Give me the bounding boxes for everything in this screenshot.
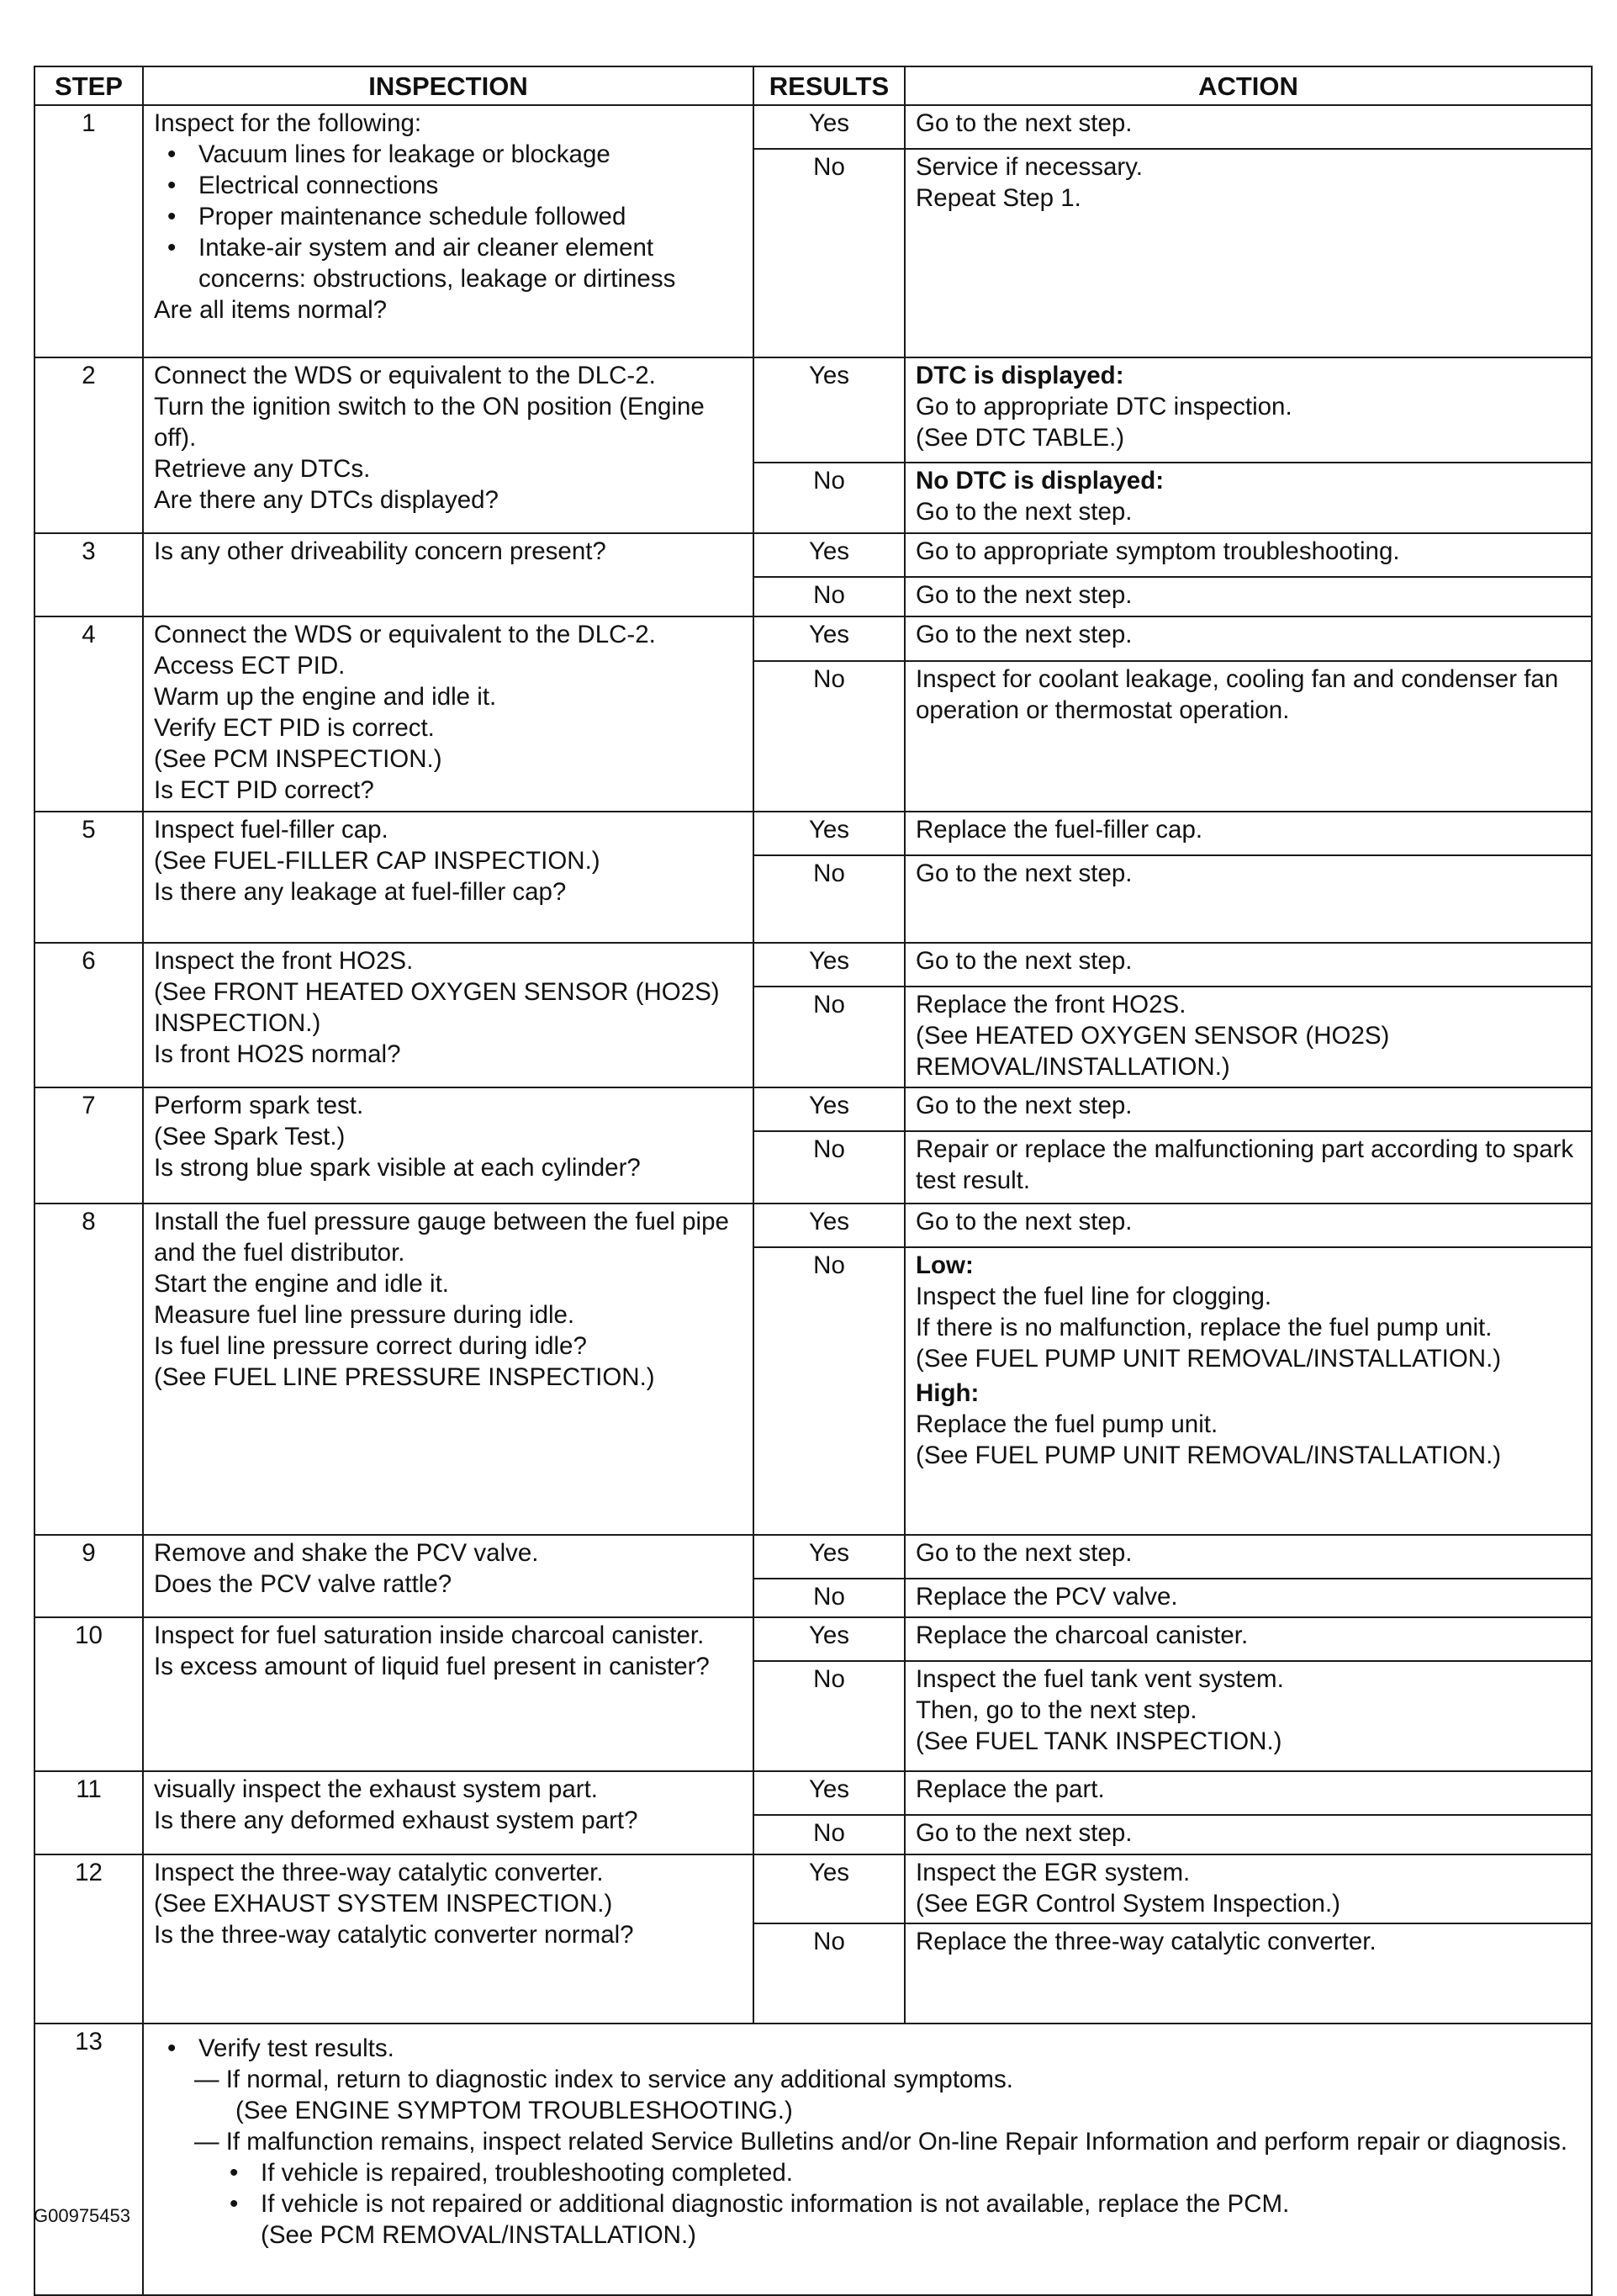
result-no: No	[753, 1815, 905, 1854]
action-cell	[905, 987, 1592, 1087]
inspection-line: Is there any deformed exhaust system part?	[154, 1807, 638, 1834]
inspection-line: Perform spark test.	[154, 1092, 364, 1119]
inspection-line: Retrieve any DTCs.	[154, 455, 371, 483]
inspection-cell	[143, 357, 753, 533]
action-cell	[905, 533, 1592, 577]
action-line: Go to appropriate symptom troubleshooting.	[916, 537, 1400, 565]
action-cell	[905, 1923, 1592, 2024]
result-yes: Yes	[753, 1535, 905, 1579]
table-row	[34, 1617, 1592, 1661]
inspection-cell	[143, 1087, 753, 1204]
action-cell	[905, 616, 1592, 661]
inspection-bullet-item: • Vacuum lines for leakage or blockage	[154, 139, 746, 170]
action-line: (See FUEL PUMP UNIT REMOVAL/INSTALLATION.)	[916, 1442, 1502, 1469]
inspection-line: Connect the WDS or equivalent to the DLC-2.	[154, 621, 656, 648]
result-yes: Yes	[753, 1087, 905, 1131]
table-row	[34, 357, 1592, 463]
inspection-line: Inspect the front HO2S.	[154, 947, 414, 975]
table-row	[34, 1204, 1592, 1247]
step-number: 6	[34, 943, 143, 1087]
action-line: Replace the three-way catalytic converter.	[916, 1928, 1377, 1955]
inspection-cell	[143, 943, 753, 1087]
inspection-line: Verify ECT PID is correct.	[154, 714, 435, 742]
action-line: Replace the PCV valve.	[916, 1583, 1178, 1611]
action-cell	[905, 1579, 1592, 1617]
action-line: Go to the next step.	[916, 860, 1133, 887]
result-no: No	[753, 661, 905, 812]
action-cell	[905, 577, 1592, 616]
action-cell	[905, 943, 1592, 987]
instruction-line: — If malfunction remains, inspect related Service Bulletins and/or On-line Repair Information and perform repair or diagnosis.	[194, 2128, 1568, 2156]
step-number: 13	[34, 2024, 143, 2295]
final-step-instructions	[143, 2024, 1592, 2295]
action-line: Go to appropriate DTC inspection.	[916, 393, 1292, 421]
inspection-line: Is excess amount of liquid fuel present in canister?	[154, 1653, 710, 1680]
table-row	[34, 1771, 1592, 1815]
result-no: No	[753, 149, 905, 357]
step-number: 3	[34, 533, 143, 616]
table-row	[34, 616, 1592, 661]
action-line: (See FUEL TANK INSPECTION.)	[916, 1727, 1282, 1755]
step-number: 9	[34, 1535, 143, 1617]
step-number: 4	[34, 616, 143, 812]
action-cell	[905, 357, 1592, 463]
table-row	[34, 1854, 1592, 1923]
final-step-row	[34, 2024, 1592, 2295]
inspection-cell	[143, 533, 753, 616]
step-number: 12	[34, 1854, 143, 2024]
inspection-line: Does the PCV valve rattle?	[154, 1570, 452, 1598]
inspection-line: Is the three-way catalytic converter normal?	[154, 1921, 634, 1949]
inspection-line: Connect the WDS or equivalent to the DLC-2.	[154, 362, 656, 389]
action-line: Go to the next step.	[916, 1819, 1133, 1847]
step-number: 8	[34, 1204, 143, 1535]
inspection-line: Measure fuel line pressure during idle.	[154, 1301, 575, 1329]
result-no: No	[753, 1923, 905, 2024]
result-yes: Yes	[753, 105, 905, 149]
result-no: No	[753, 463, 905, 533]
action-cell	[905, 149, 1592, 357]
inspection-line: (See EXHAUST SYSTEM INSPECTION.)	[154, 1890, 613, 1918]
inspection-cell	[143, 616, 753, 812]
action-heading: High:	[916, 1379, 980, 1407]
action-line: Repeat Step 1.	[916, 184, 1081, 212]
inspection-line: (See FUEL LINE PRESSURE INSPECTION.)	[154, 1363, 655, 1391]
inspection-line: Is front HO2S normal?	[154, 1040, 401, 1068]
inspection-line: Start the engine and idle it.	[154, 1270, 449, 1298]
action-line: Go to the next step.	[916, 1092, 1133, 1119]
result-no: No	[753, 1131, 905, 1204]
figure-code: G00975453	[34, 2205, 130, 2226]
inspection-line: (See FUEL-FILLER CAP INSPECTION.)	[154, 847, 600, 875]
inspection-cell	[143, 1854, 753, 2024]
table-row	[34, 105, 1592, 149]
inspection-cell	[143, 1617, 753, 1771]
action-cell	[905, 1771, 1592, 1815]
action-line: Go to the next step.	[916, 498, 1133, 526]
step-number: 1	[34, 105, 143, 357]
result-no: No	[753, 1661, 905, 1771]
inspection-line: Is any other driveability concern present?	[154, 537, 606, 565]
inspection-line: Inspect fuel-filler cap.	[154, 816, 388, 844]
inspection-line: Remove and shake the PCV valve.	[154, 1539, 539, 1567]
inspection-line: Access ECT PID.	[154, 652, 346, 680]
action-line: Go to the next step.	[916, 1208, 1133, 1235]
action-cell	[905, 1661, 1592, 1771]
inspection-line: Is strong blue spark visible at each cylinder?	[154, 1154, 641, 1182]
action-cell	[905, 1617, 1592, 1661]
action-line: Go to the next step.	[916, 621, 1133, 648]
result-yes: Yes	[753, 812, 905, 855]
result-yes: Yes	[753, 1204, 905, 1247]
inspection-line: (See Spark Test.)	[154, 1123, 346, 1151]
inspection-bullet-item: • Intake-air system and air cleaner element concerns: obstructions, leakage or dirtiness	[154, 232, 746, 294]
table-body	[34, 105, 1592, 2295]
step-number: 11	[34, 1771, 143, 1854]
action-line: Replace the front HO2S.	[916, 991, 1186, 1018]
table-header-row	[34, 66, 1592, 105]
result-yes: Yes	[753, 943, 905, 987]
inspection-bullet-item: • Proper maintenance schedule followed	[154, 201, 746, 232]
action-cell	[905, 661, 1592, 812]
action-cell	[905, 105, 1592, 149]
result-yes: Yes	[753, 1617, 905, 1661]
action-line: Repair or replace the malfunctioning part according to spark test result.	[916, 1135, 1574, 1194]
action-line: Inspect the fuel tank vent system.	[916, 1665, 1284, 1693]
result-no: No	[753, 1579, 905, 1617]
inspection-line: Are there any DTCs displayed?	[154, 486, 499, 514]
result-yes: Yes	[753, 616, 905, 661]
action-line: Inspect for coolant leakage, cooling fan and condenser fan operation or thermostat operation.	[916, 665, 1559, 725]
action-cell	[905, 1815, 1592, 1854]
inspection-cell	[143, 1535, 753, 1617]
table-row	[34, 533, 1592, 577]
result-yes: Yes	[753, 1771, 905, 1815]
action-heading: No DTC is displayed:	[916, 467, 1165, 495]
inspection-line: (See PCM INSPECTION.)	[154, 745, 442, 773]
step-number: 2	[34, 357, 143, 533]
inspection-line: Install the fuel pressure gauge between the fuel pipe and the fuel distributor.	[154, 1208, 729, 1267]
step-number: 5	[34, 812, 143, 943]
step-number: 10	[34, 1617, 143, 1771]
step-number: 7	[34, 1087, 143, 1204]
action-line: Replace the charcoal canister.	[916, 1621, 1249, 1649]
inspection-cell	[143, 1771, 753, 1854]
action-cell	[905, 463, 1592, 533]
header-action: ACTION	[905, 66, 1592, 105]
action-line: Replace the part.	[916, 1775, 1105, 1803]
inspection-line: Inspect for the following:	[154, 109, 422, 137]
result-no: No	[753, 577, 905, 616]
action-line: (See HEATED OXYGEN SENSOR (HO2S) REMOVAL/INSTALLATION.)	[916, 1022, 1390, 1081]
action-line: Replace the fuel-filler cap.	[916, 816, 1203, 844]
action-cell	[905, 812, 1592, 855]
inspection-line: visually inspect the exhaust system part.	[154, 1775, 598, 1803]
action-line: If there is no malfunction, replace the fuel pump unit.	[916, 1314, 1493, 1341]
action-cell	[905, 855, 1592, 943]
instruction-line: (See PCM REMOVAL/INSTALLATION.)	[261, 2221, 696, 2249]
action-cell	[905, 1247, 1592, 1535]
result-no: No	[753, 1247, 905, 1535]
instruction-line: (See ENGINE SYMPTOM TROUBLESHOOTING.)	[235, 2097, 793, 2124]
instruction-line: — If normal, return to diagnostic index to service any additional symptoms.	[194, 2066, 1013, 2093]
result-yes: Yes	[753, 1854, 905, 1923]
inspection-line: Is there any leakage at fuel-filler cap?	[154, 878, 567, 906]
table-row	[34, 1535, 1592, 1579]
header-results: RESULTS	[753, 66, 905, 105]
header-inspection: INSPECTION	[143, 66, 753, 105]
action-line: Go to the next step.	[916, 109, 1133, 137]
inspection-line: Inspect the three-way catalytic converter.	[154, 1859, 604, 1886]
action-line: Inspect the EGR system.	[916, 1859, 1191, 1886]
inspection-line: Warm up the engine and idle it.	[154, 683, 497, 711]
action-line: Go to the next step.	[916, 947, 1133, 975]
instruction-line: • Verify test results.	[154, 2033, 1584, 2064]
action-line: Go to the next step.	[916, 581, 1133, 609]
action-line: (See FUEL PUMP UNIT REMOVAL/INSTALLATION.)	[916, 1345, 1502, 1373]
inspection-line: Is ECT PID correct?	[154, 776, 374, 804]
inspection-bullet-item: • Electrical connections	[154, 170, 746, 201]
inspection-cell	[143, 1204, 753, 1535]
inspection-line: (See FRONT HEATED OXYGEN SENSOR (HO2S) INSPECTION.)	[154, 978, 720, 1037]
action-line: (See DTC TABLE.)	[916, 424, 1125, 452]
action-cell	[905, 1535, 1592, 1579]
action-cell	[905, 1087, 1592, 1131]
action-line: Inspect the fuel line for clogging.	[916, 1283, 1272, 1310]
instruction-line: • If vehicle is not repaired or additional diagnostic information is not available, replace the PCM.	[154, 2188, 1584, 2219]
result-yes: Yes	[753, 533, 905, 577]
table-row	[34, 1087, 1592, 1131]
result-no: No	[753, 855, 905, 943]
inspection-line: Is fuel line pressure correct during idle?	[154, 1332, 587, 1360]
inspection-cell	[143, 812, 753, 943]
inspection-line: Inspect for fuel saturation inside charcoal canister.	[154, 1621, 705, 1649]
action-heading: Low:	[916, 1251, 974, 1279]
inspection-line: Turn the ignition switch to the ON position (Engine off).	[154, 393, 705, 452]
action-cell	[905, 1204, 1592, 1247]
action-line: Service if necessary.	[916, 153, 1143, 181]
inspection-cell	[143, 105, 753, 357]
action-line: (See EGR Control System Inspection.)	[916, 1890, 1340, 1918]
inspection-line: Are all items normal?	[154, 296, 388, 324]
header-step: STEP	[34, 66, 143, 105]
instruction-line: • If vehicle is repaired, troubleshooting completed.	[154, 2157, 1584, 2188]
table-row	[34, 812, 1592, 855]
result-no: No	[753, 987, 905, 1087]
action-line: Then, go to the next step.	[916, 1696, 1197, 1724]
result-yes: Yes	[753, 357, 905, 463]
action-line: Go to the next step.	[916, 1539, 1133, 1567]
action-heading: DTC is displayed:	[916, 362, 1124, 389]
action-cell	[905, 1131, 1592, 1204]
table-row	[34, 943, 1592, 987]
action-cell	[905, 1854, 1592, 1923]
action-line: Replace the fuel pump unit.	[916, 1410, 1218, 1438]
diagnostic-table	[34, 66, 1593, 2296]
